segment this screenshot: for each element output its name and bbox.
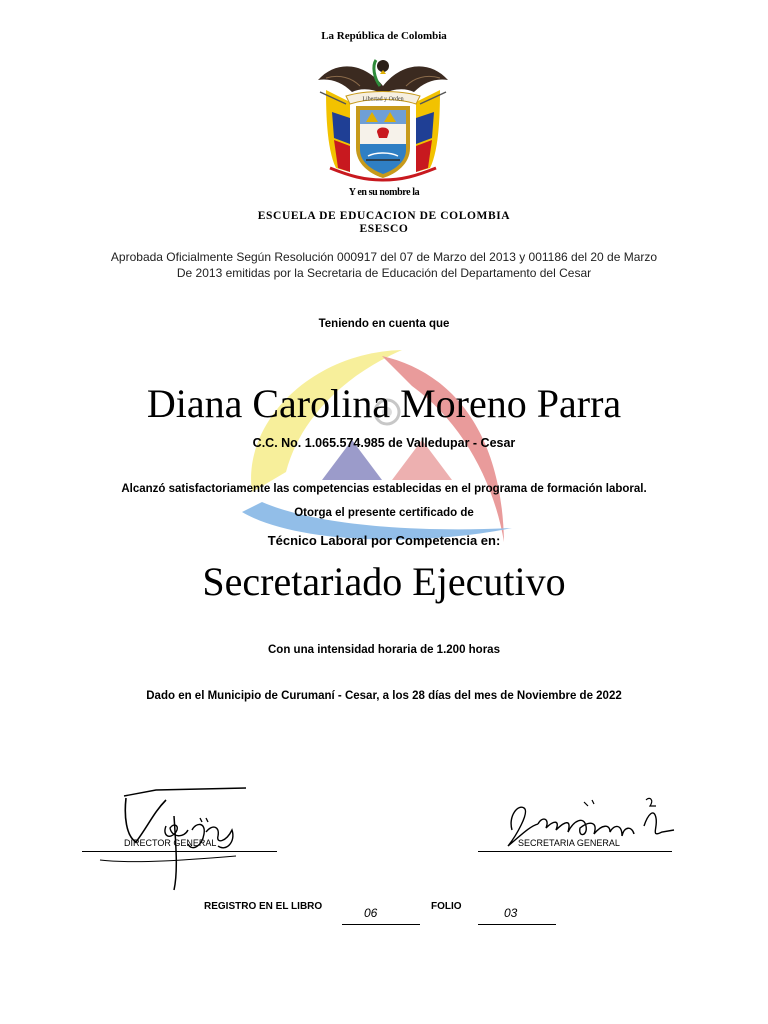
folio-value: 03 [478, 906, 556, 925]
director-signature-line [82, 851, 277, 852]
student-name: Diana Carolina Moreno Parra [146, 381, 622, 426]
coat-of-arms-icon [316, 52, 450, 182]
registry-book-value: 06 [342, 906, 420, 925]
svg-text:Libertad y Orden: Libertad y Orden [362, 96, 404, 103]
approval-text-line2: De 2013 emitidas por la Secretaria de Educación del Departamento del Cesar [176, 266, 592, 280]
director-label: DIRECTOR GENERAL [124, 838, 217, 848]
registry-book-label: REGISTRO EN EL LIBRO [204, 901, 323, 912]
considering-line: Teniendo en cuenta que [318, 318, 450, 330]
folio-label: FOLIO [431, 901, 462, 912]
program-name: Secretariado Ejecutivo [202, 559, 566, 604]
grants-line: Otorga el presente certificado de [294, 507, 474, 519]
certificate-title-line: Técnico Laboral por Competencia en: [267, 533, 501, 548]
school-name: ESCUELA DE EDUCACION DE COLOMBIA [257, 210, 511, 222]
achievement-statement: Alcanzó satisfactoriamente las competencias establecidas en el programa de formación laboral. [121, 483, 647, 495]
republic-heading: La República de Colombia [321, 30, 447, 42]
issue-place-date: Dado en el Municipio de Curumaní - Cesar, a los 28 días del mes de Noviembre de 2022 [146, 690, 622, 702]
approval-text-line1: Aprobada Oficialmente Según Resolución 000917 del 07 de Marzo del 2013 y 001186 del 20 de Marzo [110, 250, 658, 264]
hours-line: Con una intensidad horaria de 1.200 horas [268, 644, 500, 656]
secretary-signature-line [478, 851, 672, 852]
school-acronym: ESESCO [359, 223, 409, 235]
in-its-name-line: Y en su nombre la [348, 187, 420, 198]
student-id-line: C.C. No. 1.065.574.985 de Valledupar - Cesar [252, 436, 516, 450]
secretary-label: SECRETARIA GENERAL [518, 838, 620, 848]
